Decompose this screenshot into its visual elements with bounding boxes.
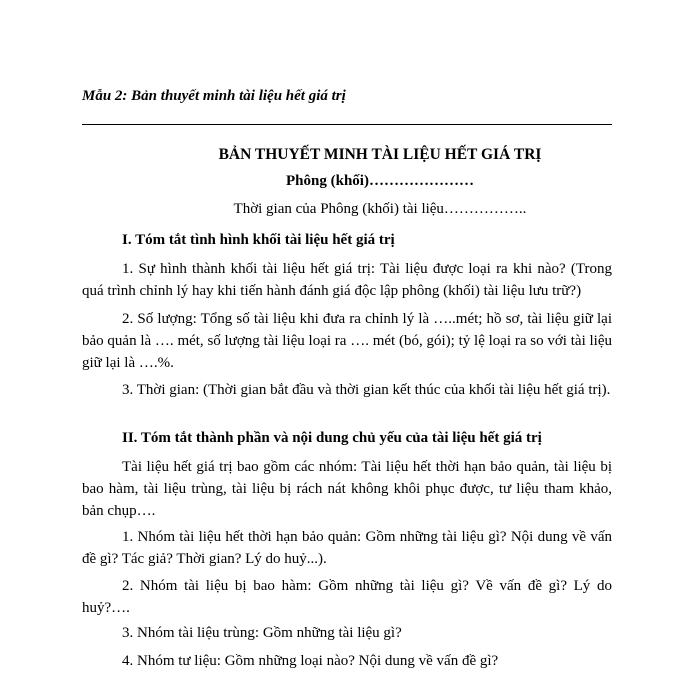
document-title: BẢN THUYẾT MINH TÀI LIỆU HẾT GIÁ TRỊ <box>218 146 542 163</box>
section-2-item-4: 4. Nhóm tư liệu: Gồm những loại nào? Nội dung về vấn đề gì? <box>122 653 499 669</box>
time-line: Thời gian của Phông (khối) tài liệu…………….. <box>233 201 527 217</box>
section-1-heading: I. Tóm tắt tình hình khối tài liệu hết giá trị <box>122 232 395 248</box>
form-label: Mẫu 2: Bản thuyết minh tài liệu hết giá trị <box>82 88 346 104</box>
section-2-intro: Tài liệu hết giá trị bao gồm các nhóm: Tài liệu hết thời hạn bảo quản, tài liệu bị bao hàm, tài liệu trùng, tài liệu bị rách nát không khôi phục được, tư liệu tham khảo, bản chụp…. <box>82 459 612 519</box>
section-1-item-2: 2. Số lượng: Tổng số tài liệu khi đưa ra chỉnh lý là …..mét; hồ sơ, tài liệu giữ lại bảo quản là …. mét, số lượng tài liệu loại ra …. mét (bó, gói); tỷ lệ loại ra so với tài liệu giữ lại là ….%. <box>82 311 612 371</box>
section-1-item-3: 3. Thời gian: (Thời gian bắt đầu và thời gian kết thúc của khối tài liệu hết giá trị). <box>122 382 611 398</box>
section-2-item-3: 3. Nhóm tài liệu trùng: Gồm những tài liệu gì? <box>122 625 402 641</box>
section-1-item-1: 1. Sự hình thành khối tài liệu hết giá trị: Tài liệu được loại ra khi nào? (Trong quá trình chỉnh lý hay khi tiến hành đánh giá độc lập phông (khối) tài liệu lưu trữ?) <box>82 261 612 299</box>
section-2-item-2: 2. Nhóm tài liệu bị bao hàm: Gồm những tài liệu gì? Về vấn đề gì? Lý do huỷ?…. <box>82 578 612 616</box>
section-2-heading: II. Tóm tắt thành phần và nội dung chủ yếu của tài liệu hết giá trị <box>122 430 542 446</box>
section-2-item-1: 1. Nhóm tài liệu hết thời hạn bảo quản: Gồm những tài liệu gì? Nội dung về vấn đề gì? Tác giả? Thời gian? Lý do huỷ...). <box>82 529 612 567</box>
document-subtitle: Phông (khối)………………… <box>286 173 474 189</box>
separator-line <box>82 124 612 125</box>
